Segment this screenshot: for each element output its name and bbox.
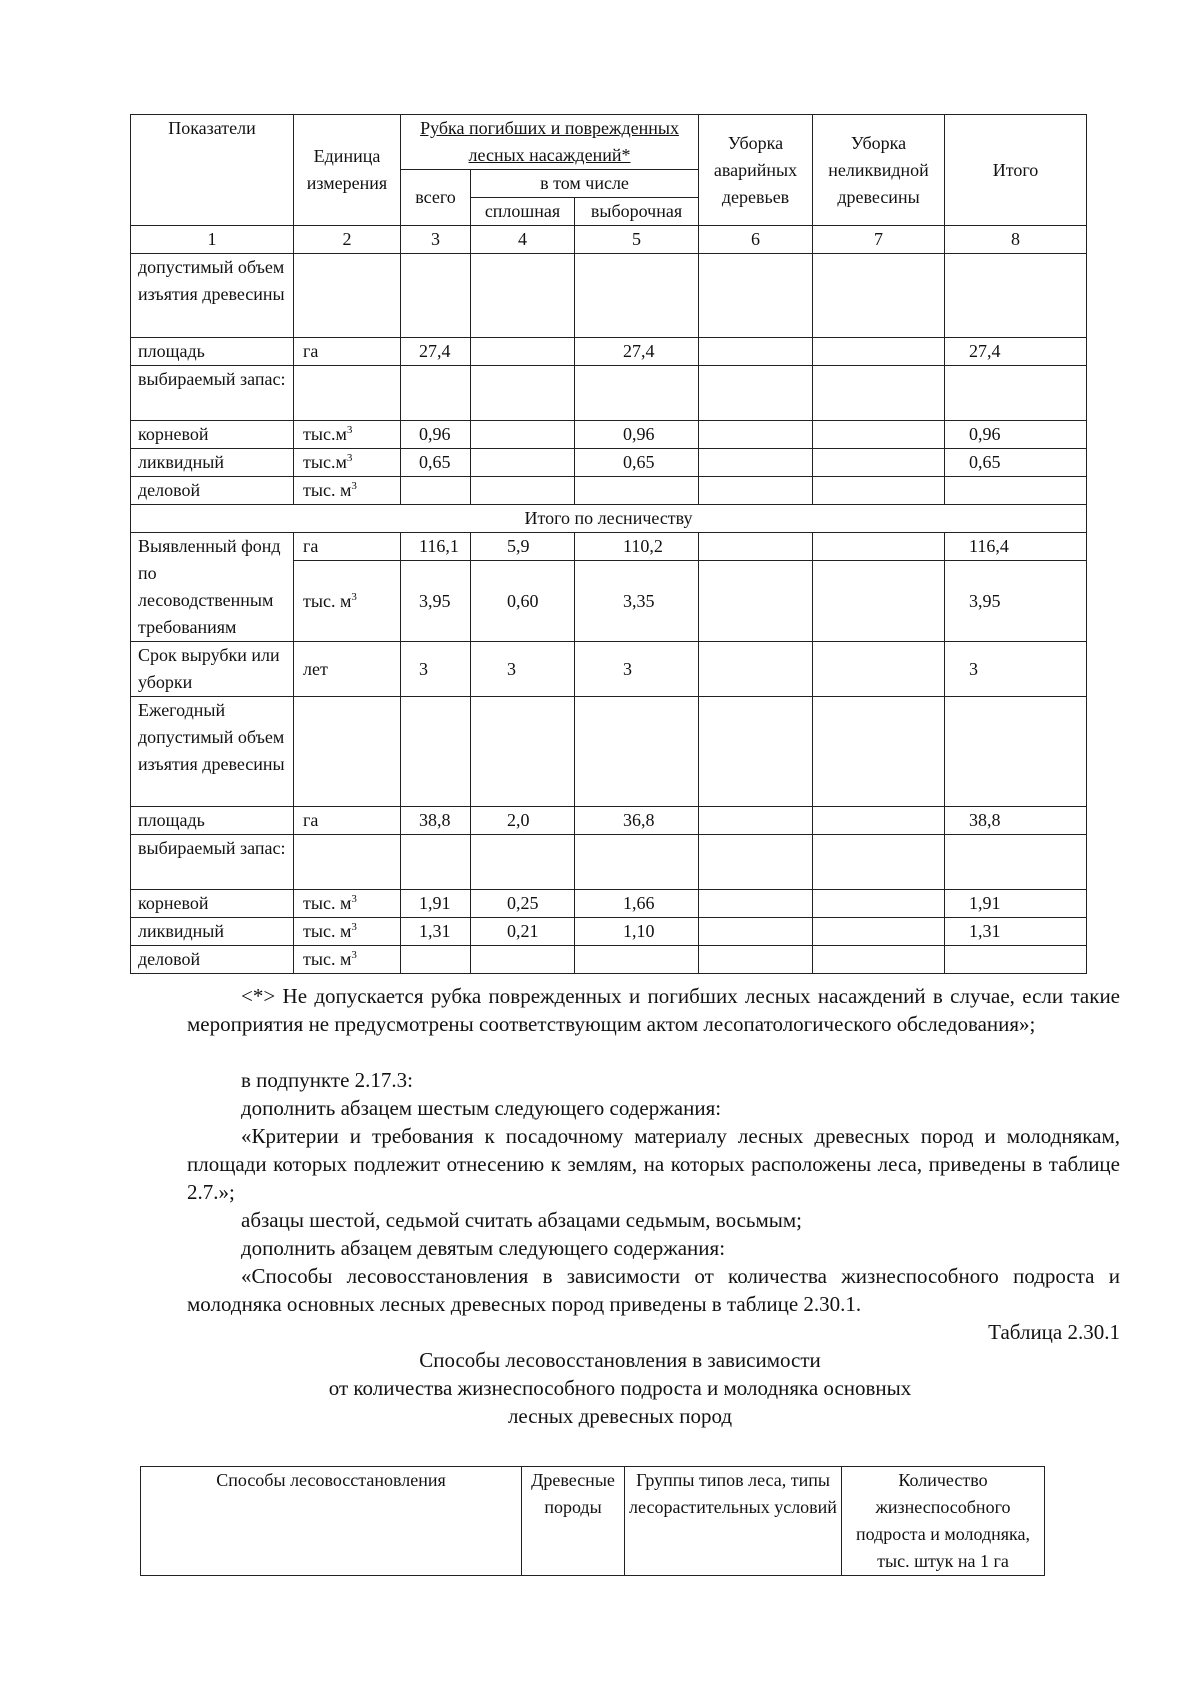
row-label: ликвидный	[131, 918, 294, 946]
row-unit: тыс. $м^3$	[294, 561, 401, 642]
cell-grand-total: 38,8	[945, 807, 1087, 835]
cell-grand-total: 1,91	[945, 890, 1087, 918]
footnote-paragraph: <*> Не допускается рубка поврежденных и погибших лесных насаждений в случае, если такие мероприятия не предусмотрены соответствующим актом лесопатологического обследования»;	[187, 984, 1120, 1036]
section-title: Итого по лесничеству	[131, 505, 1087, 533]
cell-clear: 3	[471, 642, 575, 697]
cell-selective: 1,10	[575, 918, 699, 946]
cell-total: 1,91	[401, 890, 471, 918]
cell-clear: 5,9	[471, 533, 575, 561]
header-tree-species: Древесные породы	[522, 1467, 625, 1576]
row-unit: лет	[294, 642, 401, 697]
cell-selective: 3	[575, 642, 699, 697]
row-unit: тыс. $м^3$	[294, 946, 401, 974]
table-row	[131, 890, 1087, 918]
paragraph: «Критерии и требования к посадочному материалу лесных древесных пород и молоднякам, площади которых подлежит отнесению к землям, на которых расположены леса, приведены в таблице 2.7.»;	[187, 1124, 1120, 1204]
table-row	[131, 835, 1087, 890]
table-caption: Способы лесовосстановления в зависимости	[419, 1348, 821, 1372]
header-forest-types: Группы типов леса, типы лесорастительных условий	[625, 1467, 842, 1576]
table-row	[131, 533, 1087, 561]
paragraph: «Способы лесовосстановления в зависимости от количества жизнеспособного подроста и молодняка основных лесных древесных пород приведены в таблице 2.30.1.	[187, 1264, 1120, 1316]
col-number: 7	[813, 226, 945, 254]
cell-clear: 0,21	[471, 918, 575, 946]
table-row	[131, 366, 1087, 421]
cell-total: 0,96	[401, 421, 471, 449]
header-methods: Способы лесовосстановления	[141, 1467, 522, 1576]
row-label: корневой	[131, 421, 294, 449]
col-number: 1	[131, 226, 294, 254]
row-unit: га	[294, 807, 401, 835]
row-label: площадь	[131, 807, 294, 835]
row-unit: га	[294, 338, 401, 366]
table-row	[131, 697, 1087, 807]
table-row	[131, 254, 1087, 338]
table-number: Таблица 2.30.1	[988, 1320, 1120, 1344]
row-label: корневой	[131, 890, 294, 918]
col-number: 4	[471, 226, 575, 254]
table-row	[131, 807, 1087, 835]
col-number: 2	[294, 226, 401, 254]
cell-grand-total: 3,95	[945, 561, 1087, 642]
cell-grand-total: 27,4	[945, 338, 1087, 366]
cell-selective: 27,4	[575, 338, 699, 366]
row-unit: тыс. $м^3$	[294, 918, 401, 946]
cell-illiquid	[813, 338, 945, 366]
header-emergency-trees: Уборка аварийных деревьев	[699, 115, 813, 226]
cell-clear	[471, 449, 575, 477]
table-row	[131, 946, 1087, 974]
header-total-all: всего	[401, 170, 471, 226]
header-selective-cut: выборочная	[575, 198, 699, 226]
cell-grand-total: 0,65	[945, 449, 1087, 477]
paragraph: дополнить абзацем шестым следующего содержания:	[241, 1096, 722, 1120]
header-clear-cut: сплошная	[471, 198, 575, 226]
section-row	[131, 505, 1087, 533]
table-row	[131, 338, 1087, 366]
cell-selective: 3,35	[575, 561, 699, 642]
header-total: Итого	[945, 115, 1087, 226]
table-caption: от количества жизнеспособного подроста и молодняка основных	[328, 1376, 912, 1400]
cell-emergency	[699, 338, 813, 366]
table-row	[131, 642, 1087, 697]
cell-clear: 0,60	[471, 561, 575, 642]
row-label: площадь	[131, 338, 294, 366]
column-numbers-row	[131, 226, 1087, 254]
col-number: 8	[945, 226, 1087, 254]
header-row	[141, 1467, 1045, 1576]
col-number: 3	[401, 226, 471, 254]
cell-selective: 0,65	[575, 449, 699, 477]
cell-clear	[471, 338, 575, 366]
cell-illiquid	[813, 449, 945, 477]
felling-indicators-table	[130, 114, 1087, 974]
cell-total: 3,95	[401, 561, 471, 642]
row-unit: $тыс.м^3$	[294, 449, 401, 477]
cell-selective: 1,66	[575, 890, 699, 918]
row-label: выбираемый запас:	[131, 835, 294, 890]
cell-clear: 2,0	[471, 807, 575, 835]
row-unit: $тыс.м^3$	[294, 421, 401, 449]
cell-total: 27,4	[401, 338, 471, 366]
row-label: ликвидный	[131, 449, 294, 477]
table-row	[131, 421, 1087, 449]
row-unit: тыс. $м^3$	[294, 477, 401, 505]
cell-grand-total: 3	[945, 642, 1087, 697]
table-row	[131, 449, 1087, 477]
paragraph: в подпункте 2.17.3:	[241, 1068, 413, 1092]
row-label: Срок вырубки или уборки	[131, 642, 294, 697]
cell-total: 116,1	[401, 533, 471, 561]
header-undergrowth-count: Количество жизнеспособного подроста и молодняка, тыс. штук на 1 га	[842, 1467, 1045, 1576]
header-including: в том числе	[471, 170, 699, 198]
table-row	[131, 477, 1087, 505]
header-felling: Рубка погибших и поврежденных лесных насаждений*	[401, 115, 699, 170]
cell-emergency	[699, 421, 813, 449]
row-label: Ежегодный допустимый объем изъятия древесины	[131, 697, 294, 807]
paragraph: дополнить абзацем девятым следующего содержания:	[241, 1236, 726, 1260]
cell-grand-total: 116,4	[945, 533, 1087, 561]
cell-grand-total: 1,31	[945, 918, 1087, 946]
table-row	[131, 918, 1087, 946]
cell-selective: 110,2	[575, 533, 699, 561]
header-unit: Единица измерения	[294, 115, 401, 226]
cell-total: 1,31	[401, 918, 471, 946]
header-indicators: Показатели	[131, 115, 294, 226]
cell-grand-total: 0,96	[945, 421, 1087, 449]
cell-emergency	[699, 449, 813, 477]
cell-selective: 36,8	[575, 807, 699, 835]
col-number: 5	[575, 226, 699, 254]
cell-clear: 0,25	[471, 890, 575, 918]
cell-total: 3	[401, 642, 471, 697]
row-label: деловой	[131, 477, 294, 505]
cell-total: 0,65	[401, 449, 471, 477]
row-unit: тыс. $м^3$	[294, 890, 401, 918]
row-label: выбираемый запас:	[131, 366, 294, 421]
reforestation-methods-table	[140, 1466, 1045, 1576]
paragraph: абзацы шестой, седьмой считать абзацами седьмым, восьмым;	[241, 1208, 803, 1232]
cell-total: 38,8	[401, 807, 471, 835]
cell-selective: 0,96	[575, 421, 699, 449]
row-label: деловой	[131, 946, 294, 974]
row-label: допустимый объем изъятия древесины	[131, 254, 294, 338]
row-unit: га	[294, 533, 401, 561]
col-number: 6	[699, 226, 813, 254]
cell-clear	[471, 421, 575, 449]
row-label: Выявленный фонд по лесоводственным требованиям	[131, 533, 294, 642]
header-illiquid-wood: Уборка неликвидной древесины	[813, 115, 945, 226]
cell-illiquid	[813, 421, 945, 449]
table-caption: лесных древесных пород	[507, 1404, 733, 1428]
